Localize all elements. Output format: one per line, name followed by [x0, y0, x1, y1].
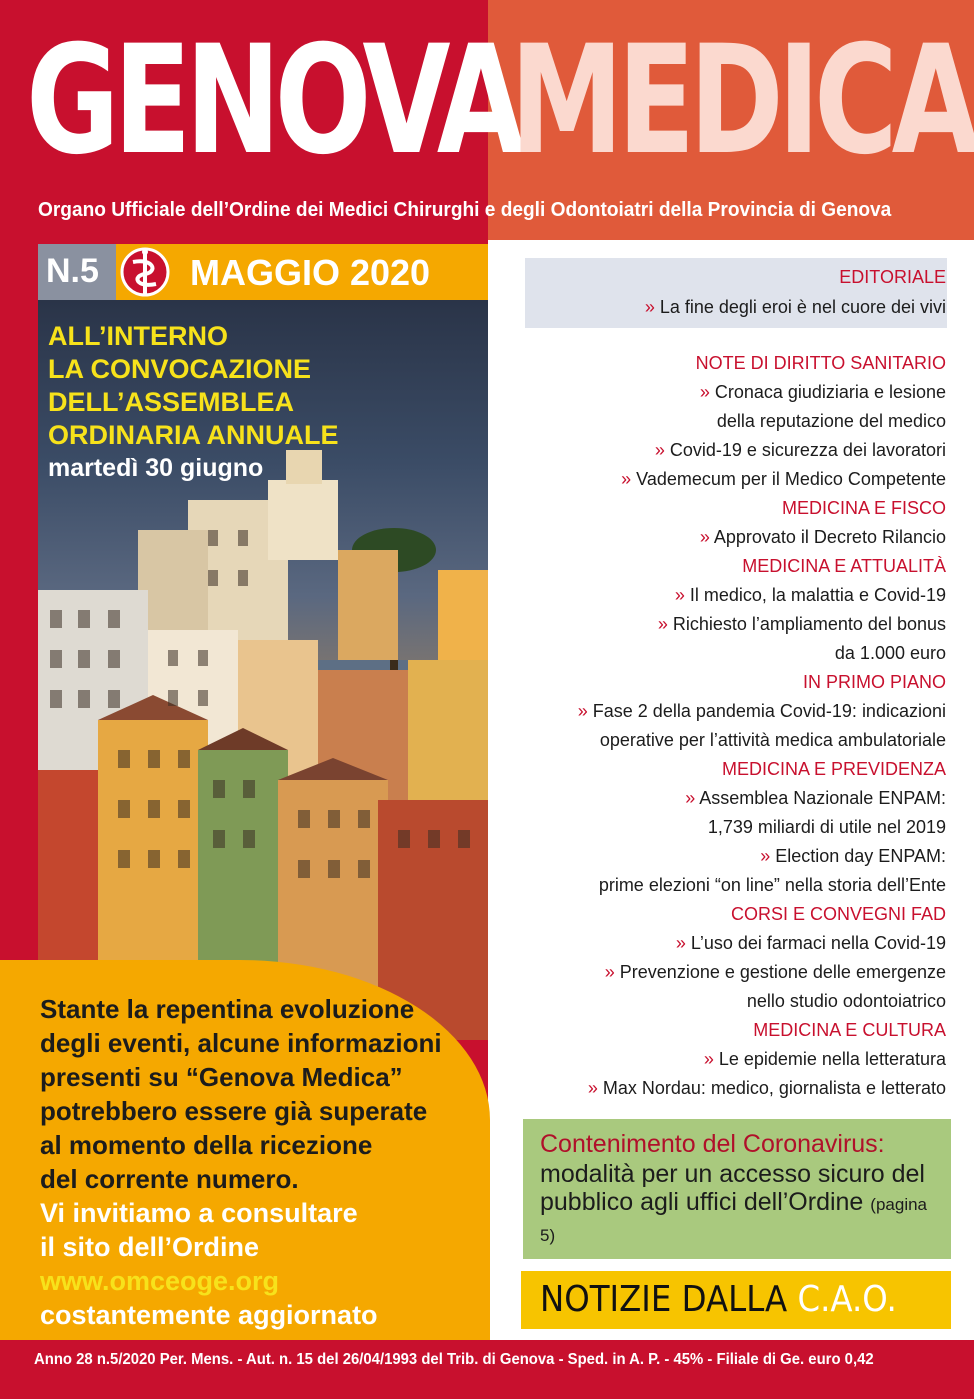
- toc-item: [700, 526, 946, 548]
- toc-item-text: Election day ENPAM:: [775, 846, 946, 866]
- toc-item-text: Vademecum per il Medico Competente: [636, 469, 946, 489]
- notice-line: degli eventi, alcune informazioni: [40, 1028, 442, 1058]
- toc-item: [676, 932, 946, 954]
- announcement-line: LA CONVOCAZIONE: [48, 354, 311, 384]
- masthead-title-medica: MEDICA: [510, 14, 974, 188]
- toc-item-text: Max Nordau: medico, giornalista e letterato: [602, 1078, 946, 1098]
- bullet-mark: »: [760, 846, 776, 866]
- toc-heading: MEDICINA E ATTUALITÀ: [742, 556, 946, 576]
- toc-item: [588, 1077, 946, 1099]
- issue-bar: [38, 244, 488, 300]
- masthead-subtitle: Organo Ufficiale dell’Ordine dei Medici Chirurghi e degli Odontoiatri della Provincia di Genova: [38, 199, 892, 221]
- toc-heading: EDITORIALE: [839, 267, 946, 287]
- toc-heading: CORSI E CONVEGNI FAD: [730, 904, 946, 924]
- notice-line: al momento della ricezione: [40, 1130, 373, 1160]
- toc-item-text: Approvato il Decreto Rilancio: [713, 527, 946, 547]
- toc-item: [685, 787, 946, 809]
- bullet-mark: »: [587, 1078, 603, 1098]
- notice-line: presenti su “Genova Medica”: [40, 1062, 403, 1092]
- bullet-mark: »: [699, 382, 715, 402]
- notice-line: potrebbero essere già superate: [40, 1096, 428, 1126]
- footer-bar: [0, 1340, 974, 1399]
- issue-date: MAGGIO 2020: [190, 252, 431, 293]
- toc-item-text: Le epidemie nella letteratura: [718, 1049, 946, 1069]
- toc-item-text: Prevenzione e gestione delle emergenze: [619, 962, 946, 982]
- toc-item-text: Assemblea Nazionale ENPAM:: [699, 788, 946, 808]
- announcement-line: ALL’INTERNO: [48, 321, 228, 351]
- issue-number-box: [38, 244, 116, 300]
- toc-heading: MEDICINA E PREVIDENZA: [721, 759, 946, 779]
- toc-item: [645, 296, 946, 318]
- coronavirus-notice-text: modalità per un accesso sicuro del pubblico agli uffici dell’Ordine: [540, 1160, 925, 1216]
- footer-publication-info: Anno 28 n.5/2020 Per. Mens. - Aut. n. 15 del 26/04/1993 del Trib. di Genova - Sped. in A. P. - 45% - Filiale di Ge. euro 0,42: [34, 1351, 874, 1368]
- toc-heading: NOTE DI DIRITTO SANITARIO: [695, 353, 946, 373]
- bullet-mark: »: [577, 701, 593, 721]
- toc-item: [700, 381, 946, 403]
- notice-line: del corrente numero.: [40, 1164, 299, 1194]
- bullet-mark: »: [703, 1049, 719, 1069]
- bullet-mark: »: [654, 440, 670, 460]
- toc-item-continuation: della reputazione del medico: [716, 411, 946, 431]
- notice-text: [40, 992, 490, 1332]
- announcement-line: ORDINARIA ANNUALE: [48, 420, 339, 450]
- toc-item-continuation: nello studio odontoiatrico: [746, 991, 946, 1011]
- coronavirus-notice-page-ref: (pagina 5): [540, 1195, 928, 1245]
- notice-line: Stante la repentina evoluzione: [40, 994, 415, 1024]
- coronavirus-notice-title: Contenimento del Coronavirus:: [540, 1130, 885, 1158]
- toc-heading: MEDICINA E CULTURA: [753, 1020, 946, 1040]
- toc-item: [578, 700, 946, 722]
- announcement-line: DELL’ASSEMBLEA: [48, 387, 295, 417]
- toc-item: [704, 1048, 946, 1070]
- toc-item-text: Cronaca giudiziaria e lesione: [714, 382, 946, 402]
- assembly-date: martedì 30 giugno: [48, 454, 264, 482]
- website-link[interactable]: www.omceoge.org: [40, 1266, 280, 1296]
- toc-item-text: Il medico, la malattia e Covid-19: [689, 585, 946, 605]
- toc-item: [605, 961, 946, 983]
- toc-heading: MEDICINA E FISCO: [781, 498, 946, 518]
- toc-item: [675, 584, 946, 606]
- toc-item-text: Richiesto l’ampliamento del bonus: [672, 614, 946, 634]
- toc-item-text: Fase 2 della pandemia Covid-19: indicazioni: [592, 701, 946, 721]
- cao-news-label: [540, 1279, 897, 1321]
- notice-closing-line: costantemente aggiornato: [40, 1300, 378, 1330]
- issue-number: N.5: [46, 252, 99, 290]
- toc-item-text: L’uso dei farmaci nella Covid-19: [690, 933, 946, 953]
- bullet-mark: »: [621, 469, 637, 489]
- bullet-mark: »: [674, 585, 690, 605]
- bullet-mark: »: [604, 962, 620, 982]
- toc-item-text: Covid-19 e sicurezza dei lavoratori: [669, 440, 946, 460]
- cover-photo-genoa-houses: [38, 300, 488, 1040]
- notice-invite-line: il sito dell’Ordine: [40, 1232, 260, 1262]
- notice-invite-line: Vi invitiamo a consultare: [40, 1198, 358, 1228]
- toc-item: [658, 613, 946, 635]
- toc-item: [655, 439, 946, 461]
- cao-news-label-text: NOTIZIE DALLA: [540, 1279, 788, 1320]
- caduceus-logo-icon: [118, 246, 172, 298]
- cao-acronym: C.A.O.: [797, 1279, 897, 1320]
- assembly-announcement: [48, 320, 339, 484]
- toc-item-continuation: da 1.000 euro: [834, 643, 946, 663]
- toc-item-continuation: 1,739 miliardi di utile nel 2019: [707, 817, 946, 837]
- toc-item-continuation: prime elezioni “on line” nella storia dell’Ente: [598, 875, 946, 895]
- bullet-mark: »: [675, 933, 691, 953]
- coronavirus-notice-body: [540, 1160, 940, 1250]
- toc-item: [760, 845, 946, 867]
- bullet-mark: »: [657, 614, 673, 634]
- bullet-mark: »: [644, 297, 660, 317]
- bullet-mark: »: [685, 788, 700, 808]
- toc-item: [621, 468, 946, 490]
- bullet-mark: »: [699, 527, 714, 547]
- toc-item-continuation: operative per l’attività medica ambulatoriale: [599, 730, 946, 750]
- toc-heading: IN PRIMO PIANO: [802, 672, 946, 692]
- toc-item-text: La fine degli eroi è nel cuore dei vivi: [659, 297, 946, 317]
- masthead-title-genova: GENOVA: [26, 14, 519, 188]
